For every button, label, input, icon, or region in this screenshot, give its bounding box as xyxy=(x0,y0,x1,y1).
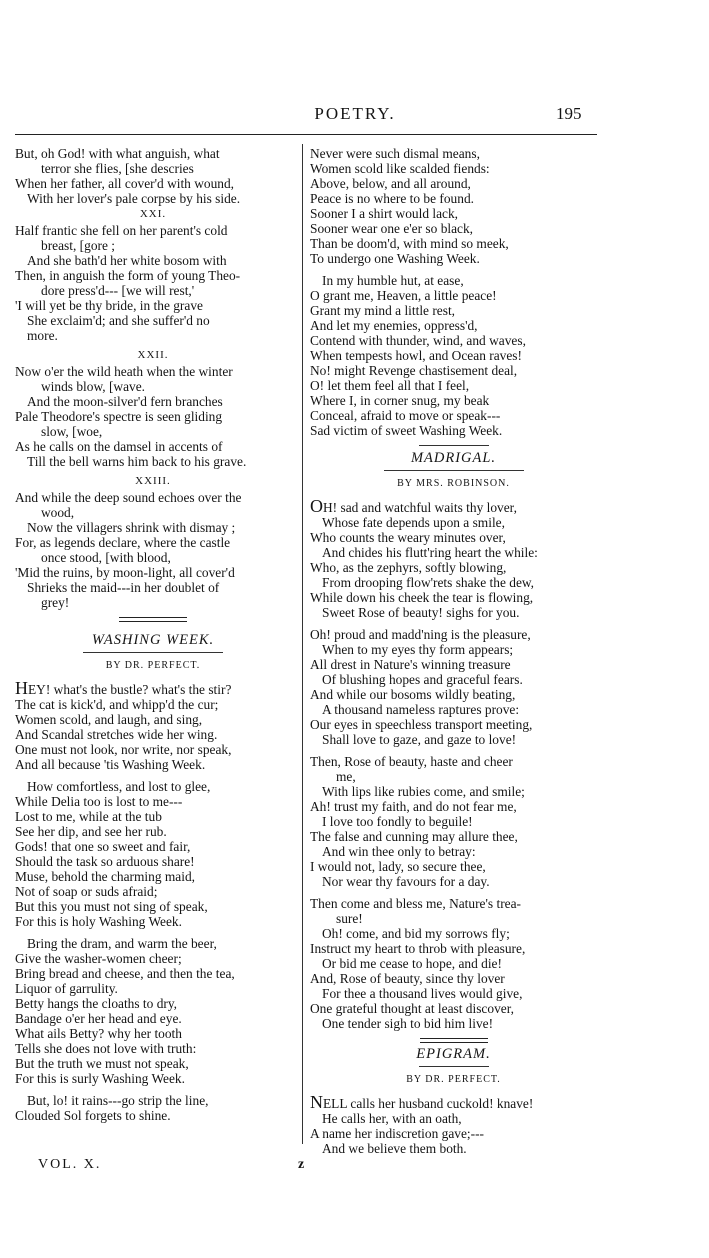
poem-line: Oh! come, and bid my sorrows fly; xyxy=(322,926,510,941)
poem-line: To undergo one Washing Week. xyxy=(310,251,480,266)
stanza-number: XXII. xyxy=(137,349,169,361)
poem-byline: BY DR. PERFECT. xyxy=(406,1074,501,1085)
poem-line: Clouded Sol forgets to shine. xyxy=(15,1108,171,1123)
poem-line: Bring bread and cheese, and then the tea, xyxy=(15,966,235,981)
poem-line: A thousand nameless raptures prove: xyxy=(322,702,520,717)
poem-line: Who, as the zephyrs, softly blowing, xyxy=(310,560,507,575)
poem-line: Bring the dram, and warm the beer, xyxy=(27,936,217,951)
drop-cap: O xyxy=(310,499,323,515)
volume-label: VOL. X. xyxy=(38,1157,102,1172)
poem-line: sure! xyxy=(336,911,363,926)
poem-line: I love too fondly to beguile! xyxy=(322,814,473,829)
poem-line: Oh! proud and madd'ning is the pleasure, xyxy=(310,627,531,642)
poem-line: dore press'd--- [we will rest,' xyxy=(41,283,195,298)
poem-line: Or bid me cease to hope, and die! xyxy=(322,956,502,971)
poem-line: O! let them feel all that I feel, xyxy=(310,378,470,393)
poem-line: When her father, all cover'd with wound, xyxy=(15,176,235,191)
poem-line: Sad victim of sweet Washing Week. xyxy=(310,423,503,438)
left-column xyxy=(15,146,291,1123)
stanza-number: XXI. xyxy=(139,208,167,220)
poem-line: With her lover's pale corpse by his side. xyxy=(27,191,241,206)
poem-line: me, xyxy=(336,769,356,784)
poem-byline: BY DR. PERFECT. xyxy=(105,660,201,671)
poem-first-line xyxy=(310,1095,597,1111)
poem-line: A name her indiscretion gave;--- xyxy=(310,1126,485,1141)
page-footer xyxy=(0,1157,709,1177)
running-head xyxy=(0,104,709,128)
title-rule xyxy=(384,470,524,471)
poem-line: wood, xyxy=(41,505,75,520)
poem-line: But, lo! it rains---go strip the line, xyxy=(27,1093,209,1108)
poem-line: Now the villagers shrink with dismay ; xyxy=(27,520,236,535)
poem-line: Conceal, afraid to move or speak--- xyxy=(310,408,501,423)
poem-line: Shrieks the maid---in her doublet of xyxy=(27,580,220,595)
poem-line: She exclaim'd; and she suffer'd no xyxy=(27,313,210,328)
poem-line: Not of soap or suds afraid; xyxy=(15,884,158,899)
poem-byline: BY MRS. ROBINSON. xyxy=(397,478,510,489)
poem-line: And we believe them both. xyxy=(322,1141,467,1156)
poem-line: When tempests howl, and Ocean raves! xyxy=(310,348,522,363)
header-rule xyxy=(15,134,597,135)
section-ornament xyxy=(119,617,187,623)
poem-line: slow, [woe, xyxy=(41,424,103,439)
poem-line: And let my enemies, oppress'd, xyxy=(310,318,478,333)
poem-line: winds blow, [wave. xyxy=(41,379,146,394)
title-rule xyxy=(83,652,223,653)
poem-line: Peace is no where to be found. xyxy=(310,191,474,206)
poem-line: Then, Rose of beauty, haste and cheer xyxy=(310,754,513,769)
drop-cap: N xyxy=(310,1095,323,1111)
running-title: POETRY. xyxy=(314,104,396,123)
poem-line: 'I will yet be thy bride, in the grave xyxy=(15,298,203,313)
poem-line: Sweet Rose of beauty! sighs for you. xyxy=(322,605,520,620)
stanza-number: XXIII. xyxy=(135,475,171,487)
poem-line: For this is holy Washing Week. xyxy=(15,914,182,929)
poem-line: One must not look, nor write, nor speak, xyxy=(15,742,232,757)
poem-line: Than be doom'd, with mind so meek, xyxy=(310,236,509,251)
poem-line: Give the washer-women cheer; xyxy=(15,951,182,966)
poem-line: One tender sigh to bid him live! xyxy=(322,1016,494,1031)
poem-line: breast, [gore ; xyxy=(41,238,115,253)
poem-line: Above, below, and all around, xyxy=(310,176,471,191)
poem-line: Grant my mind a little rest, xyxy=(310,303,456,318)
poem-line: As he calls on the damsel in accents of xyxy=(15,439,223,454)
poem-line: Shall love to gaze, and gaze to love! xyxy=(322,732,517,747)
column-divider xyxy=(302,144,303,1144)
poem-line: For thee a thousand lives would give, xyxy=(322,986,523,1001)
poem-line: once stood, [with blood, xyxy=(41,550,171,565)
poem-line: Women scold like scalded fiends: xyxy=(310,161,490,176)
poem-line: For this is surly Washing Week. xyxy=(15,1071,185,1086)
poem-line: How comfortless, and lost to glee, xyxy=(27,779,211,794)
poem-line: And win thee only to betray: xyxy=(322,844,476,859)
poem-line: Should the task so arduous share! xyxy=(15,854,195,869)
poem-line: Pale Theodore's spectre is seen gliding xyxy=(15,409,223,424)
poem-line: And chides his flutt'ring heart the while: xyxy=(322,545,538,560)
poem-line: Instruct my heart to throb with pleasure, xyxy=(310,941,526,956)
poem-line: And while our bosoms wildly beating, xyxy=(310,687,516,702)
poem-first-line xyxy=(310,499,597,515)
poem-line: And, Rose of beauty, since thy lover xyxy=(310,971,505,986)
poem-line: The false and cunning may allure thee, xyxy=(310,829,518,844)
signature-mark: z xyxy=(298,1157,305,1172)
poem-line: When to my eyes thy form appears; xyxy=(322,642,514,657)
poem-title: EPIGRAM. xyxy=(416,1046,491,1062)
poem-line: While down his cheek the tear is flowing, xyxy=(310,590,534,605)
poem-line: Tells she does not love with truth: xyxy=(15,1041,197,1056)
poem-line: Half frantic she fell on her parent's cold xyxy=(15,223,228,238)
poem-line: And while the deep sound echoes over the xyxy=(15,490,242,505)
poem-first-line xyxy=(15,681,291,697)
poem-line: Gods! that one so sweet and fair, xyxy=(15,839,191,854)
poem-line: No! might Revenge chastisement deal, xyxy=(310,363,518,378)
poem-line: While Delia too is lost to me--- xyxy=(15,794,183,809)
poem-line: What ails Betty? why her tooth xyxy=(15,1026,182,1041)
poem-line: Our eyes in speechless transport meeting, xyxy=(310,717,533,732)
poem-line: And all because 'tis Washing Week. xyxy=(15,757,206,772)
poem-line: But this you must not sing of speak, xyxy=(15,899,208,914)
poem-line: Ah! trust my faith, and do not fear me, xyxy=(310,799,517,814)
poem-line: Contend with thunder, wind, and waves, xyxy=(310,333,526,348)
poem-line: See her dip, and see her rub. xyxy=(15,824,167,839)
poem-title: WASHING WEEK. xyxy=(91,632,215,648)
poem-line: And Scandal stretches wide her wing. xyxy=(15,727,218,742)
poem-line: With lips like rubies come, and smile; xyxy=(322,784,525,799)
poem-line: Bandage o'er her head and eye. xyxy=(15,1011,182,1026)
poem-line: And she bath'd her white bosom with xyxy=(27,253,227,268)
right-column xyxy=(310,146,597,1156)
poem-line: Then, in anguish the form of young Theo- xyxy=(15,268,241,283)
poem-line: grey! xyxy=(41,595,70,610)
poem-line: Muse, behold the charming maid, xyxy=(15,869,195,884)
poem-line: Betty hangs the cloaths to dry, xyxy=(15,996,178,1011)
poem-line: For, as legends declare, where the castle xyxy=(15,535,231,550)
poem-line: The cat is kick'd, and whipp'd the cur; xyxy=(15,697,219,712)
first-line-text: H! sad and watchful waits thy lover, xyxy=(323,500,517,515)
poem-line: Then come and bless me, Nature's trea- xyxy=(310,896,522,911)
poem-line: Lost to me, while at the tub xyxy=(15,809,162,824)
first-line-text: EY! what's the bustle? what's the stir? xyxy=(28,682,232,697)
poem-line: Never were such dismal means, xyxy=(310,146,480,161)
poem-line: Sooner wear one e'er so black, xyxy=(310,221,474,236)
poem-line: Of blushing hopes and graceful fears. xyxy=(322,672,523,687)
poem-line: Where I, in corner snug, my beak xyxy=(310,393,490,408)
poem-line: But the truth we must not speak, xyxy=(15,1056,189,1071)
poem-line: In my humble hut, at ease, xyxy=(322,273,464,288)
poem-line: Now o'er the wild heath when the winter xyxy=(15,364,233,379)
poem-line: Who counts the weary minutes over, xyxy=(310,530,506,545)
poem-line: more. xyxy=(27,328,58,343)
first-line-text: ELL calls her husband cuckold! knave! xyxy=(323,1096,534,1111)
poem-line: Women scold, and laugh, and sing, xyxy=(15,712,203,727)
poem-line: Nor wear thy favours for a day. xyxy=(322,874,490,889)
poem-title: MADRIGAL. xyxy=(410,450,497,466)
poem-line: All drest in Nature's winning treasure xyxy=(310,657,511,672)
title-rule xyxy=(419,445,489,446)
poem-line: Whose fate depends upon a smile, xyxy=(322,515,505,530)
poem-line: Sooner I a shirt would lack, xyxy=(310,206,459,221)
drop-cap: H xyxy=(15,681,28,697)
poem-line: I would not, lady, so secure thee, xyxy=(310,859,486,874)
section-ornament xyxy=(420,1038,488,1044)
poem-line: Liquor of garrulity. xyxy=(15,981,118,996)
poem-line: One grateful thought at least discover, xyxy=(310,1001,514,1016)
title-rule xyxy=(419,1066,489,1067)
poem-line: From drooping flow'rets shake the dew, xyxy=(322,575,535,590)
poem-line: terror she flies, [she descries xyxy=(41,161,194,176)
poem-line: Till the bell warns him back to his grave. xyxy=(27,454,247,469)
poem-line: But, oh God! with what anguish, what xyxy=(15,146,220,161)
poem-line: 'Mid the ruins, by moon-light, all cover'd xyxy=(15,565,235,580)
poem-line: And the moon-silver'd fern branches xyxy=(27,394,223,409)
poem-line: O grant me, Heaven, a little peace! xyxy=(310,288,497,303)
poem-line: He calls her, with an oath, xyxy=(322,1111,462,1126)
page-number: 195 xyxy=(556,104,582,123)
